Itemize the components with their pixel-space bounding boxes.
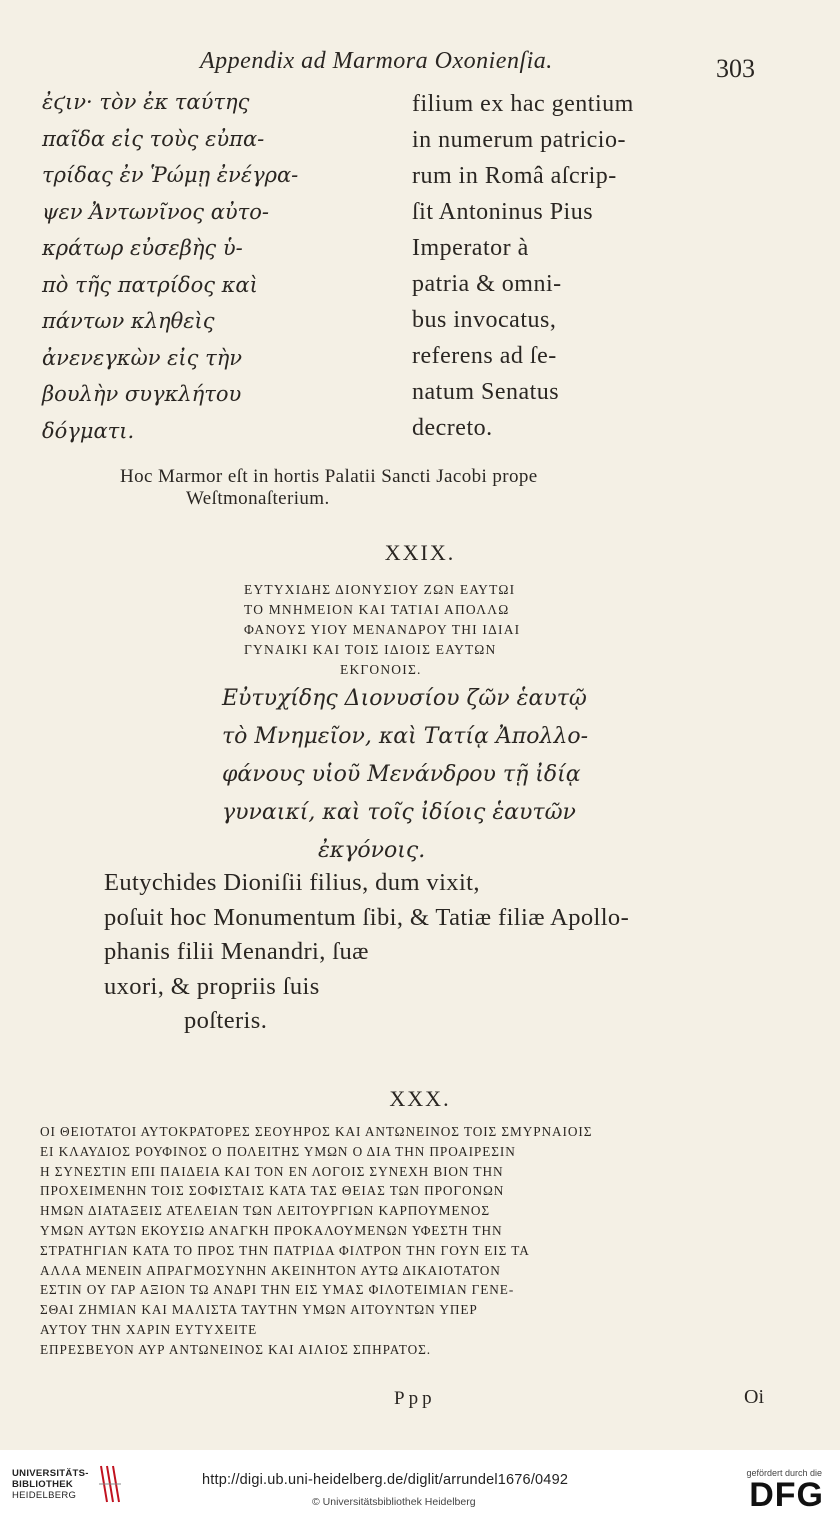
greek-column (42, 84, 342, 449)
note-line: Hoc Marmor eſt in hortis Palatii Sancti Jacobi prope (120, 466, 538, 487)
latin-line: natum Senatus (412, 379, 560, 405)
latin-line: referens ad ſe- (412, 343, 557, 369)
caps-line: ΑΛΛΑ ΜΕΝΕΙΝ ΑΠΡΑΓΜΟΣΥΝΗΝ ΑΚΕΙΝΗΤΟΝ ΑΥΤΩ ΔΙΚΑΙΟΤΑΤΟΝ (40, 1262, 501, 1278)
running-head: Appendix ad Marmora Oxonienſia. (200, 48, 553, 74)
library-name (12, 1468, 89, 1501)
latin-translation-29 (104, 866, 704, 1039)
caps-line: ΕΠΡΕΣΒΕΥΟΝ ΑΥΡ ΑΝΤΩΝΕΙΝΟΣ ΚΑΙ ΑΙΛΙΟΣ ΣΠΗΡΑΤΟΣ. (40, 1341, 431, 1357)
signature-mark: Ppp (394, 1388, 436, 1409)
latin-line: patria & omni- (412, 271, 562, 297)
latin-line: ſit Antoninus Pius (412, 199, 594, 225)
latin-line: Imperator à (412, 235, 529, 261)
library-name-line: BIBLIOTHEK (12, 1478, 74, 1490)
caps-line: ΑΥΤΟΥ ΤΗΝ ΧΑΡΙΝ ΕΥΤΥΧΕΙΤΕ (40, 1321, 258, 1337)
translation-line: poſteris. (184, 1007, 268, 1034)
library-logo[interactable] (12, 1464, 123, 1504)
permalink-url[interactable]: http://digi.ub.uni-heidelberg.de/diglit/arrundel1676/0492 (202, 1472, 569, 1488)
greek-cursive-line: γυναικί, καὶ τοῖς ἰδίοις ἑαυτῶν (222, 800, 576, 825)
greek-line: ἐϛιν· τὸν ἐκ ταύτης (42, 90, 250, 114)
catchword: Oi (744, 1386, 764, 1408)
translation-line: Eutychides Dioniſii filius, dum vixit, (104, 869, 480, 896)
caps-line: ΦΑΝΟΥΣ ΥΙΟΥ ΜΕΝΑΝΔΡΟΥ ΤΗΙ ΙΔΙΑΙ (244, 622, 521, 637)
translation-line: uxori, & propriis ſuis (104, 972, 320, 1000)
inscription-caps-29 (244, 580, 724, 680)
caps-line: ΕΙ ΚΛΑΥΔΙΟΣ ΡΟΥΦΙΝΟΣ Ο ΠΟΛΕΙΤΗΣ ΥΜΩΝ Ο ΔΙΑ ΤΗΝ ΠΡΟΑΙΡΕΣΙΝ (40, 1143, 516, 1159)
latin-line: filium ex hac gentium (412, 91, 634, 117)
greek-line: δόγματι. (42, 418, 135, 443)
caps-line: ΟΙ ΘΕΙΟΤΑΤΟΙ ΑΥΤΟΚΡΑΤΟΡΕΣ ΣΕΟΥΗΡΟΣ ΚΑΙ ΑΝΤΩΝΕΙΝΟΣ ΤΟΙΣ ΣΜΥΡΝΑΙΟΙΣ (40, 1124, 593, 1139)
library-name-line: HEIDELBERG (12, 1489, 77, 1501)
caps-line: ΓΥΝΑΙΚΙ ΚΑΙ ΤΟΙΣ ΙΔΙΟΙΣ ΕΑΥΤΩΝ (244, 642, 497, 657)
greek-line: πὸ τῆς πατρίδος καὶ (42, 272, 258, 297)
translation-line: poſuit hoc Monumentum ſibi, & Tatiæ filiæ Apollo- (104, 903, 630, 931)
library-emblem-icon (97, 1464, 123, 1504)
latin-line: decreto. (412, 415, 493, 441)
caps-line: Η ΣΥΝΕΣΤΙΝ ΕΠΙ ΠΑΙΔΕΙΑ ΚΑΙ ΤΟΝ ΕΝ ΛΟΓΟΙΣ ΣΥΝΕΧΗ ΒΙΟΝ ΤΗΝ (40, 1163, 504, 1179)
caps-line: ΕΥΤΥΧΙΔΗΣ ΔΙΟΝΥΣΙΟΥ ΖΩΝ ΕΑΥΤΩΙ (244, 582, 516, 597)
greek-line: ψεν Ἀντωνῖνος αὐτο- (42, 199, 270, 224)
section-numeral-30: XXX. (389, 1086, 451, 1111)
caps-line: ΕΚΓΟΝΟΙΣ. (340, 662, 422, 677)
translation-line: phanis filii Menandri, ſuæ (104, 938, 369, 965)
caps-line: ΗΜΩΝ ΔΙΑΤΑΞΕΙΣ ΑΤΕΛΕΙΑΝ ΤΩΝ ΛΕΙΤΟΥΡΓΙΩΝ ΚΑΡΠΟΥΜΕΝΟΣ (40, 1203, 491, 1219)
section-numeral-29: XXIX. (384, 540, 456, 565)
inscription-caps-30 (40, 1122, 760, 1360)
caps-line: ΣΤΡΑΤΗΓΙΑΝ ΚΑΤΑ ΤΟ ΠΡΟΣ ΤΗΝ ΠΑΤΡΙΔΑ ΦΙΛΤΡΟΝ ΤΗΝ ΓΟΥΝ ΕΙΣ ΤΑ (40, 1242, 530, 1258)
greek-line: βουλὴν συγκλήτου (42, 382, 242, 406)
greek-cursive-line: φάνους υἱοῦ Μενάνδρου τῇ ἰδίᾳ (222, 762, 581, 787)
greek-line: πάντων κληθεὶς (42, 309, 215, 333)
latin-line: rum in Româ aſcrip- (412, 163, 617, 189)
location-note (120, 466, 680, 510)
greek-line: τρίδας ἐν Ῥώμῃ ἐνέγρα- (42, 163, 299, 187)
library-name-line: UNIVERSITÄTS- (12, 1467, 89, 1479)
latin-column (412, 86, 682, 446)
caps-line: ΥΜΩΝ ΑΥΤΩΝ ΕΚΟΥΣΙΩ ΑΝΑΓΚΗ ΠΡΟΚΑΛΟΥΜΕΝΩΝ ΥΦΕΣΤΗ ΤΗΝ (40, 1222, 503, 1238)
greek-transcription-29 (222, 680, 642, 870)
funded-by-label: gefördert durch die (746, 1468, 822, 1478)
note-line: Weſtmonaſterium. (186, 488, 330, 509)
copyright-notice: © Universitätsbibliothek Heidelberg (312, 1496, 476, 1508)
footer-bar (0, 1450, 840, 1519)
caps-line: ΠΡΟΧΕΙΜΕΝΗΝ ΤΟΙΣ ΣΟΦΙΣΤΑΙΣ ΚΑΤΑ ΤΑΣ ΘΕΙΑΣ ΤΩΝ ΠΡΟΓΟΝΩΝ (40, 1183, 505, 1199)
greek-line: παῖδα εἰς τοὺς εὐπα- (42, 126, 265, 151)
greek-line: κράτωρ εὐσεβὴς ὑ- (42, 236, 243, 260)
caps-line: ΣΘΑΙ ΖΗΜΙΑΝ ΚΑΙ ΜΑΛΙΣΤΑ ΤΑΥΤΗΝ ΥΜΩΝ ΑΙΤΟΥΝΤΩΝ ΥΠΕΡ (40, 1302, 478, 1318)
page-number: 303 (716, 54, 755, 83)
dfg-logo[interactable]: DFG (749, 1476, 824, 1514)
latin-line: bus invocatus, (412, 307, 557, 333)
greek-cursive-line: Εὐτυχίδης Διονυσίου ζῶν ἑαυτῷ (222, 686, 587, 711)
caps-line: ΕΣΤΙΝ ΟΥ ΓΑΡ ΑΞΙΟΝ ΤΩ ΑΝΔΡΙ ΤΗΝ ΕΙΣ ΥΜΑΣ ΦΙΛΟΤΕΙΜΙΑΝ ΓΕΝΕ- (40, 1282, 515, 1298)
greek-line: ἀνενεγκὼν εἰς τὴν (42, 345, 243, 370)
greek-cursive-line: ἐκγόνοις. (318, 838, 426, 863)
caps-line: ΤΟ ΜΝΗΜΕΙΟΝ ΚΑΙ ΤΑΤΙΑΙ ΑΠΟΛΛΩ (244, 602, 510, 617)
greek-cursive-line: τὸ Μνημεῖον, καὶ Τατίᾳ Ἀπολλο- (222, 724, 589, 749)
latin-line: in numerum patricio- (412, 127, 626, 153)
